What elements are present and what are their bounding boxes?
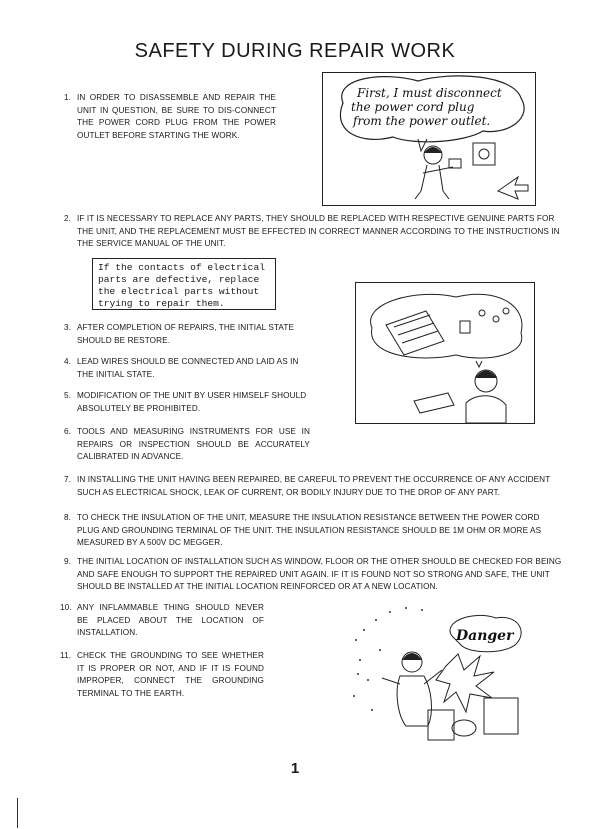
item-text: TO CHECK THE INSULATION OF THE UNIT, MEASURE THE INSULATION RESISTANCE BETWEEN THE POWER CORD PLUG AND GROUNDING TERMINAL OF THE UNIT. THE INSULATION RESISTANCE SHOULD BE 1M OHM OR MORE AS MEASURED BY A 500V DC MEGGER.: [77, 513, 542, 547]
item-number: 10.: [60, 603, 72, 612]
list-item-6: [64, 426, 310, 464]
item-number: 11.: [60, 651, 72, 660]
warning-line: trying to repair them.: [98, 298, 225, 309]
list-item-8: [64, 512, 562, 550]
item-text: IN ORDER TO DISASSEMBLE AND REPAIR THE UNIT IN QUESTION, BE SURE TO DIS-CONNECT THE POWER CORD PLUG FROM THE POWER OUTLET BEFORE STARTING THE WORK.: [77, 93, 276, 140]
list-item-10: [60, 602, 264, 640]
item-number: 6.: [64, 427, 72, 436]
item-text: LEAD WIRES SHOULD BE CONNECTED AND LAID AS IN THE INITIAL STATE.: [77, 357, 299, 379]
page-title: SAFETY DURING REPAIR WORK: [134, 40, 456, 62]
margin-mark: [17, 798, 18, 828]
illustration-drawing: [356, 283, 534, 423]
item-number: 1.: [64, 93, 72, 102]
item-text: MODIFICATION OF THE UNIT BY USER HIMSELF SHOULD ABSOLUTELY BE PROHIBITED.: [77, 391, 307, 413]
item-text: ANY INFLAMMABLE THING SHOULD NEVER BE PLACED ABOUT THE LOCATION OF INSTALLATION.: [77, 603, 264, 637]
item-text: IN INSTALLING THE UNIT HAVING BEEN REPAIRED, BE CAREFUL TO PREVENT THE OCCURRENCE OF ANY ACCIDENT SUCH AS ELECTRICAL SHOCK, LEAK OF CURRENT, OR BODILY INJURY DUE TO THE DROP OF ANY PART.: [77, 475, 551, 497]
illustration-manual-reading: [355, 282, 535, 424]
page-number: 1: [290, 760, 300, 777]
item-number: 2.: [64, 214, 72, 223]
warning-box: [92, 258, 276, 310]
illustration-danger: [346, 600, 536, 746]
illustration-disconnect-plug: [322, 72, 536, 206]
list-item-4: [64, 356, 310, 381]
warning-line: the electrical parts without: [98, 286, 260, 297]
list-item-1: [64, 92, 276, 142]
speech-line-1: First, I must disconnect: [357, 86, 502, 100]
item-number: 8.: [64, 513, 72, 522]
list-item-11: [60, 650, 264, 700]
item-number: 3.: [64, 323, 72, 332]
list-item-2: [64, 213, 562, 251]
speech-line-2: the power cord plug: [351, 100, 475, 114]
item-text: TOOLS AND MEASURING INSTRUMENTS FOR USE IN REPAIRS OR INSPECTION SHOULD BE ACCURATELY CALIBRATED IN ADVANCE.: [77, 427, 310, 461]
item-number: 7.: [64, 475, 72, 484]
illustration-drawing: [323, 73, 535, 205]
list-item-7: [64, 474, 562, 499]
danger-label: Danger: [456, 628, 514, 644]
list-item-5: [64, 390, 310, 415]
list-item-3: [64, 322, 310, 347]
item-text: IF IT IS NECESSARY TO REPLACE ANY PARTS, THEY SHOULD BE REPLACED WITH RESPECTIVE GENUINE PARTS FOR THE UNIT, AND THE REPLACEMENT MUST BE EFFECTED IN CORRECT MANNER ACCORDING TO THE INSTRUCTIONS IN THE SERVICE MANUAL OF THE UNIT.: [77, 214, 560, 248]
item-text: THE INITIAL LOCATION OF INSTALLATION SUCH AS WINDOW, FLOOR OR THE OTHER SHOULD BE CHECKED FOR BEING AND SAFE ENOUGH TO SUPPORT THE REPAIRED UNIT AGAIN. IF IT IS FOUND NOT SO STRONG AND SAFE, THE UNIT SHOULD BE INSTALLED AT THE INITIAL LOCATION REINFORCED OR AT A NEW LOCATION.: [77, 557, 562, 591]
item-number: 4.: [64, 357, 72, 366]
warning-line: If the contacts of electrical: [98, 262, 265, 273]
item-text: AFTER COMPLETION OF REPAIRS, THE INITIAL STATE SHOULD BE RESTORE.: [77, 323, 295, 345]
speech-line-3: from the power outlet.: [353, 114, 491, 128]
list-item-9: [64, 556, 562, 594]
illustration-drawing: [346, 600, 536, 746]
item-text: CHECK THE GROUNDING TO SEE WHETHER IT IS PROPER OR NOT, AND IF IT IS FOUND IMPROPER, CONNECT THE GROUNDING TERMINAL TO THE EARTH.: [77, 651, 264, 698]
item-number: 5.: [64, 391, 72, 400]
warning-line: parts are defective, replace: [98, 274, 260, 285]
item-number: 9.: [64, 557, 72, 566]
